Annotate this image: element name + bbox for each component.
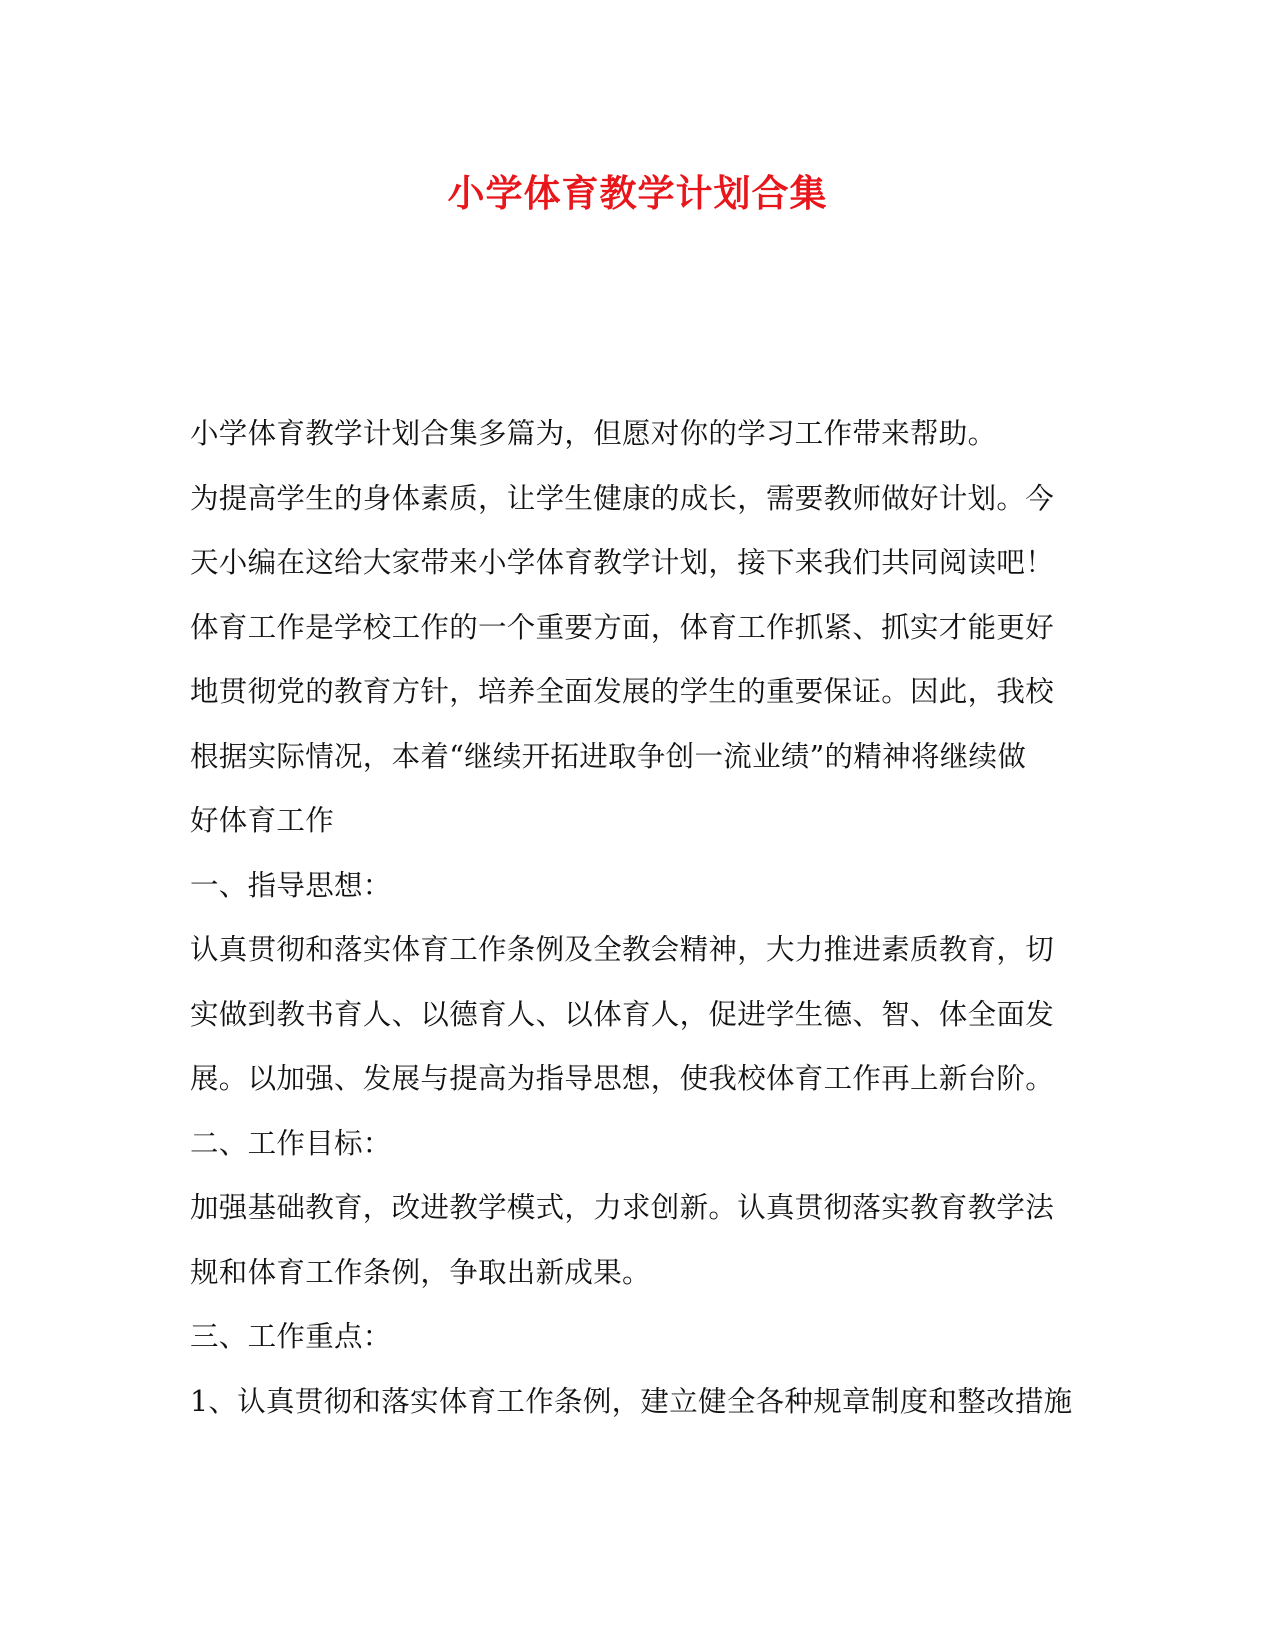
paragraph-line: 好体育工作 — [190, 804, 335, 837]
section-heading-work-goals: 二、工作目标： — [190, 1126, 392, 1160]
document-body — [190, 414, 1080, 1446]
document-title: 小学体育教学计划合集 — [447, 171, 828, 215]
paragraph-line: 展。以加强、发展与提高为指导思想，使我校体育工作再上新台阶。 — [190, 1062, 1055, 1095]
paragraph-line: 为提高学生的身体素质，让学生健康的成长，需要教师做好计划。今 — [190, 481, 1055, 515]
section-heading-guiding-ideology: 一、指导思想： — [190, 868, 392, 902]
paragraph-line: 地贯彻党的教育方针，培养全面发展的学生的重要保证。因此，我校 — [190, 675, 1055, 708]
paragraph-line: 加强基础教育，改进教学模式，力求创新。认真贯彻落实教育教学法 — [190, 1191, 1055, 1224]
paragraph-line: 规和体育工作条例，争取出新成果。 — [190, 1255, 651, 1289]
paragraph-line-intro: 小学体育教学计划合集多篇为，但愿对你的学习工作带来帮助。 — [190, 417, 997, 450]
paragraph-line: 体育工作是学校工作的一个重要方面，体育工作抓紧、抓实才能更好 — [190, 610, 1055, 644]
paragraph-line: 实做到教书育人、以德育人、以体育人，促进学生德、智、体全面发 — [190, 997, 1055, 1031]
paragraph-line: 天小编在这给大家带来小学体育教学计划，接下来我们共同阅读吧！ — [190, 546, 1055, 579]
list-item-line: 1、认真贯彻和落实体育工作条例，建立健全各种规章制度和整改措施 — [190, 1384, 1073, 1418]
section-heading-work-focus: 三、工作重点： — [190, 1320, 392, 1353]
paragraph-line: 根据实际情况，本着“继续开拓进取争创一流业绩”的精神将继续做 — [190, 739, 1027, 773]
paragraph-line: 认真贯彻和落实体育工作条例及全教会精神，大力推进素质教育，切 — [190, 933, 1055, 966]
